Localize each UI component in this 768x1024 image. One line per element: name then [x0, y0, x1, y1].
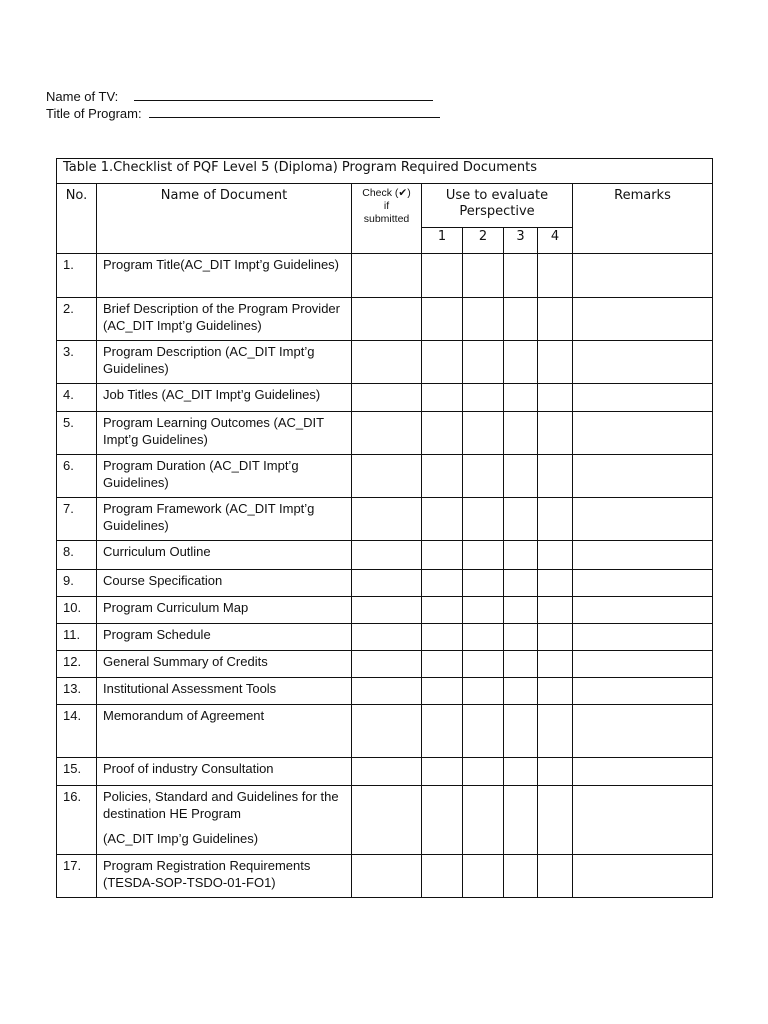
perspective-1-cell[interactable]: [422, 786, 463, 855]
table-row: [57, 786, 713, 855]
checklist-table: [56, 158, 713, 898]
table-row: [57, 651, 713, 678]
perspective-2-cell[interactable]: [463, 786, 504, 855]
document-name-cell: [97, 678, 352, 705]
header-check-line3: submitted: [363, 213, 410, 225]
remarks-cell[interactable]: [573, 705, 713, 758]
perspective-1-cell[interactable]: [422, 651, 463, 678]
perspective-2-cell[interactable]: [463, 678, 504, 705]
perspective-4-cell[interactable]: [538, 758, 573, 786]
check-submitted-cell[interactable]: [352, 651, 422, 678]
document-name-cell: [97, 705, 352, 758]
perspective-3-cell[interactable]: [504, 855, 538, 898]
document-name-cell: [97, 758, 352, 786]
perspective-4-cell[interactable]: [538, 498, 573, 541]
perspective-2-cell[interactable]: [463, 624, 504, 651]
remarks-cell[interactable]: [573, 341, 713, 384]
perspective-4-cell[interactable]: [538, 597, 573, 624]
perspective-2-cell[interactable]: [463, 597, 504, 624]
perspective-2-cell[interactable]: [463, 498, 504, 541]
perspective-3-cell[interactable]: [504, 384, 538, 412]
perspective-4-cell[interactable]: [538, 855, 573, 898]
remarks-cell[interactable]: [573, 254, 713, 298]
row-number: 13.: [57, 678, 97, 705]
perspective-2-cell[interactable]: [463, 254, 504, 298]
row-number: 6.: [57, 455, 97, 498]
row-number: 16.: [57, 786, 97, 855]
row-number: 15.: [57, 758, 97, 786]
perspective-3-cell[interactable]: [504, 705, 538, 758]
header-remarks: Remarks: [573, 184, 713, 254]
header-check-line1: Check (✔): [362, 187, 411, 199]
perspective-3-cell[interactable]: [504, 758, 538, 786]
perspective-4-cell[interactable]: [538, 341, 573, 384]
check-submitted-cell[interactable]: [352, 341, 422, 384]
perspective-4-header: 4: [538, 228, 573, 254]
document-name: Institutional Assessment Tools: [103, 681, 277, 696]
document-name: Program Description (AC_DIT Impt’g Guidelines): [103, 344, 315, 376]
perspective-3-cell[interactable]: [504, 624, 538, 651]
perspective-3-cell[interactable]: [504, 678, 538, 705]
document-name: Memorandum of Agreement: [103, 708, 265, 723]
perspective-1-header: 1: [422, 228, 463, 254]
document-name-cell: [97, 455, 352, 498]
perspective-2-cell[interactable]: [463, 341, 504, 384]
table-row: [57, 412, 713, 455]
remarks-cell[interactable]: [573, 570, 713, 597]
perspective-2-cell[interactable]: [463, 705, 504, 758]
document-name: Program Duration (AC_DIT Impt’g Guidelines): [103, 458, 299, 490]
document-name: Curriculum Outline: [103, 544, 211, 559]
check-submitted-cell[interactable]: [352, 254, 422, 298]
document-name-cell: [97, 384, 352, 412]
remarks-cell[interactable]: [573, 384, 713, 412]
perspective-1-cell[interactable]: [422, 254, 463, 298]
header-name-of-document: Name of Document: [97, 184, 352, 254]
row-number: 3.: [57, 341, 97, 384]
name-of-tv-blank[interactable]: [134, 88, 433, 101]
check-submitted-cell[interactable]: [352, 455, 422, 498]
document-name-cell: [97, 855, 352, 898]
perspective-2-cell[interactable]: [463, 570, 504, 597]
perspective-1-cell[interactable]: [422, 498, 463, 541]
document-name: Program Learning Outcomes (AC_DIT Impt’g Guidelines): [103, 415, 324, 447]
document-name-cell: [97, 298, 352, 341]
title-of-program-label: Title of Program:: [46, 106, 142, 121]
perspective-3-cell[interactable]: [504, 455, 538, 498]
perspective-1-cell[interactable]: [422, 855, 463, 898]
perspective-3-cell[interactable]: [504, 597, 538, 624]
perspective-3-cell[interactable]: [504, 298, 538, 341]
row-number: 9.: [57, 570, 97, 597]
document-name: Course Specification: [103, 573, 223, 588]
name-of-tv-line: [46, 88, 433, 104]
table-row: [57, 254, 713, 298]
perspective-1-cell[interactable]: [422, 412, 463, 455]
perspective-2-cell[interactable]: [463, 412, 504, 455]
row-number: 14.: [57, 705, 97, 758]
table-row: [57, 855, 713, 898]
remarks-cell[interactable]: [573, 624, 713, 651]
remarks-cell[interactable]: [573, 758, 713, 786]
perspective-4-cell[interactable]: [538, 254, 573, 298]
document-name: Program Title(AC_DIT Impt’g Guidelines): [103, 257, 340, 272]
title-of-program-blank[interactable]: [149, 105, 440, 118]
remarks-cell[interactable]: [573, 455, 713, 498]
header-row-1: [57, 184, 713, 228]
row-number: 8.: [57, 541, 97, 570]
remarks-cell[interactable]: [573, 541, 713, 570]
perspective-1-cell[interactable]: [422, 455, 463, 498]
document-name-cell: [97, 786, 352, 855]
remarks-cell[interactable]: [573, 786, 713, 855]
perspective-1-cell[interactable]: [422, 705, 463, 758]
document-name: Program Curriculum Map: [103, 600, 249, 615]
check-submitted-cell[interactable]: [352, 705, 422, 758]
header-use-to-evaluate: [422, 184, 573, 228]
header-no: No.: [57, 184, 97, 254]
perspective-3-cell[interactable]: [504, 570, 538, 597]
document-name: Policies, Standard and Guidelines for the destination HE Program: [103, 789, 339, 821]
check-submitted-cell[interactable]: [352, 786, 422, 855]
table-row: [57, 758, 713, 786]
table-row: [57, 597, 713, 624]
perspective-4-cell[interactable]: [538, 412, 573, 455]
table-caption: Table 1.Checklist of PQF Level 5 (Diploma) Program Required Documents: [57, 159, 713, 184]
perspective-2-cell[interactable]: [463, 855, 504, 898]
remarks-cell[interactable]: [573, 412, 713, 455]
perspective-1-cell[interactable]: [422, 597, 463, 624]
header-check-line2: if: [383, 200, 390, 212]
perspective-2-cell[interactable]: [463, 541, 504, 570]
perspective-4-cell[interactable]: [538, 651, 573, 678]
document-name: Program Schedule: [103, 627, 211, 642]
row-number: 5.: [57, 412, 97, 455]
check-submitted-cell[interactable]: [352, 298, 422, 341]
row-number: 4.: [57, 384, 97, 412]
remarks-cell[interactable]: [573, 651, 713, 678]
perspective-4-cell[interactable]: [538, 705, 573, 758]
perspective-2-cell[interactable]: [463, 384, 504, 412]
document-name-cell: [97, 498, 352, 541]
table-row: [57, 570, 713, 597]
perspective-1-cell[interactable]: [422, 541, 463, 570]
check-submitted-cell[interactable]: [352, 570, 422, 597]
perspective-1-cell[interactable]: [422, 384, 463, 412]
perspective-1-cell[interactable]: [422, 298, 463, 341]
check-submitted-cell[interactable]: [352, 498, 422, 541]
perspective-4-cell[interactable]: [538, 624, 573, 651]
perspective-1-cell[interactable]: [422, 570, 463, 597]
perspective-3-cell[interactable]: [504, 651, 538, 678]
document-name: General Summary of Credits: [103, 654, 268, 669]
document-name: Brief Description of the Program Provider (AC_DIT Impt’g Guidelines): [103, 301, 340, 333]
table-row: [57, 341, 713, 384]
perspective-2-cell[interactable]: [463, 298, 504, 341]
table-row: [57, 678, 713, 705]
perspective-2-cell[interactable]: [463, 455, 504, 498]
row-number: 10.: [57, 597, 97, 624]
check-submitted-cell[interactable]: [352, 678, 422, 705]
header-check-if-submitted: [352, 184, 422, 254]
perspective-4-cell[interactable]: [538, 678, 573, 705]
document-name-cell: [97, 597, 352, 624]
document-name-note: (AC_DIT Imp’g Guidelines): [103, 831, 259, 846]
table-row: [57, 541, 713, 570]
document-name-cell: [97, 412, 352, 455]
name-of-tv-label: Name of TV:: [46, 89, 119, 104]
table-row: [57, 705, 713, 758]
perspective-4-cell[interactable]: [538, 570, 573, 597]
perspective-2-cell[interactable]: [463, 758, 504, 786]
table-row: [57, 498, 713, 541]
table-row: [57, 455, 713, 498]
document-name-cell: [97, 254, 352, 298]
row-number: 2.: [57, 298, 97, 341]
table-row: [57, 624, 713, 651]
check-submitted-cell[interactable]: [352, 412, 422, 455]
check-submitted-cell[interactable]: [352, 541, 422, 570]
perspective-4-cell[interactable]: [538, 384, 573, 412]
remarks-cell[interactable]: [573, 498, 713, 541]
perspective-4-cell[interactable]: [538, 541, 573, 570]
table-row: [57, 298, 713, 341]
document-name-cell: [97, 570, 352, 597]
check-submitted-cell[interactable]: [352, 384, 422, 412]
document-name: Job Titles (AC_DIT Impt’g Guidelines): [103, 387, 321, 402]
row-number: 17.: [57, 855, 97, 898]
perspective-1-cell[interactable]: [422, 678, 463, 705]
perspective-3-cell[interactable]: [504, 498, 538, 541]
document-name-cell: [97, 651, 352, 678]
perspective-1-cell[interactable]: [422, 341, 463, 384]
perspective-4-cell[interactable]: [538, 786, 573, 855]
document-name: Program Framework (AC_DIT Impt’g Guidelines): [103, 501, 315, 533]
title-of-program-line: [46, 105, 440, 121]
document-name: Program Registration Requirements (TESDA-SOP-TSDO-01-FO1): [103, 858, 311, 890]
perspective-4-cell[interactable]: [538, 298, 573, 341]
perspective-3-header: 3: [504, 228, 538, 254]
document-name-cell: [97, 541, 352, 570]
perspective-2-header: 2: [463, 228, 504, 254]
row-number: 1.: [57, 254, 97, 298]
perspective-3-cell[interactable]: [504, 412, 538, 455]
perspective-3-cell[interactable]: [504, 541, 538, 570]
row-number: 11.: [57, 624, 97, 651]
perspective-2-cell[interactable]: [463, 651, 504, 678]
remarks-cell[interactable]: [573, 855, 713, 898]
row-number: 12.: [57, 651, 97, 678]
document-name-cell: [97, 341, 352, 384]
remarks-cell[interactable]: [573, 298, 713, 341]
document-name: Proof of industry Consultation: [103, 761, 274, 776]
check-submitted-cell[interactable]: [352, 597, 422, 624]
perspective-3-cell[interactable]: [504, 786, 538, 855]
row-number: 7.: [57, 498, 97, 541]
header-use-line1: Use to evaluate: [445, 188, 549, 203]
perspective-3-cell[interactable]: [504, 254, 538, 298]
perspective-3-cell[interactable]: [504, 341, 538, 384]
remarks-cell[interactable]: [573, 678, 713, 705]
header-use-line2: Perspective: [459, 204, 535, 219]
perspective-1-cell[interactable]: [422, 758, 463, 786]
document-name-cell: [97, 624, 352, 651]
check-submitted-cell[interactable]: [352, 758, 422, 786]
remarks-cell[interactable]: [573, 597, 713, 624]
perspective-4-cell[interactable]: [538, 455, 573, 498]
check-submitted-cell[interactable]: [352, 624, 422, 651]
perspective-1-cell[interactable]: [422, 624, 463, 651]
check-submitted-cell[interactable]: [352, 855, 422, 898]
caption-row: [57, 159, 713, 184]
table-row: [57, 384, 713, 412]
